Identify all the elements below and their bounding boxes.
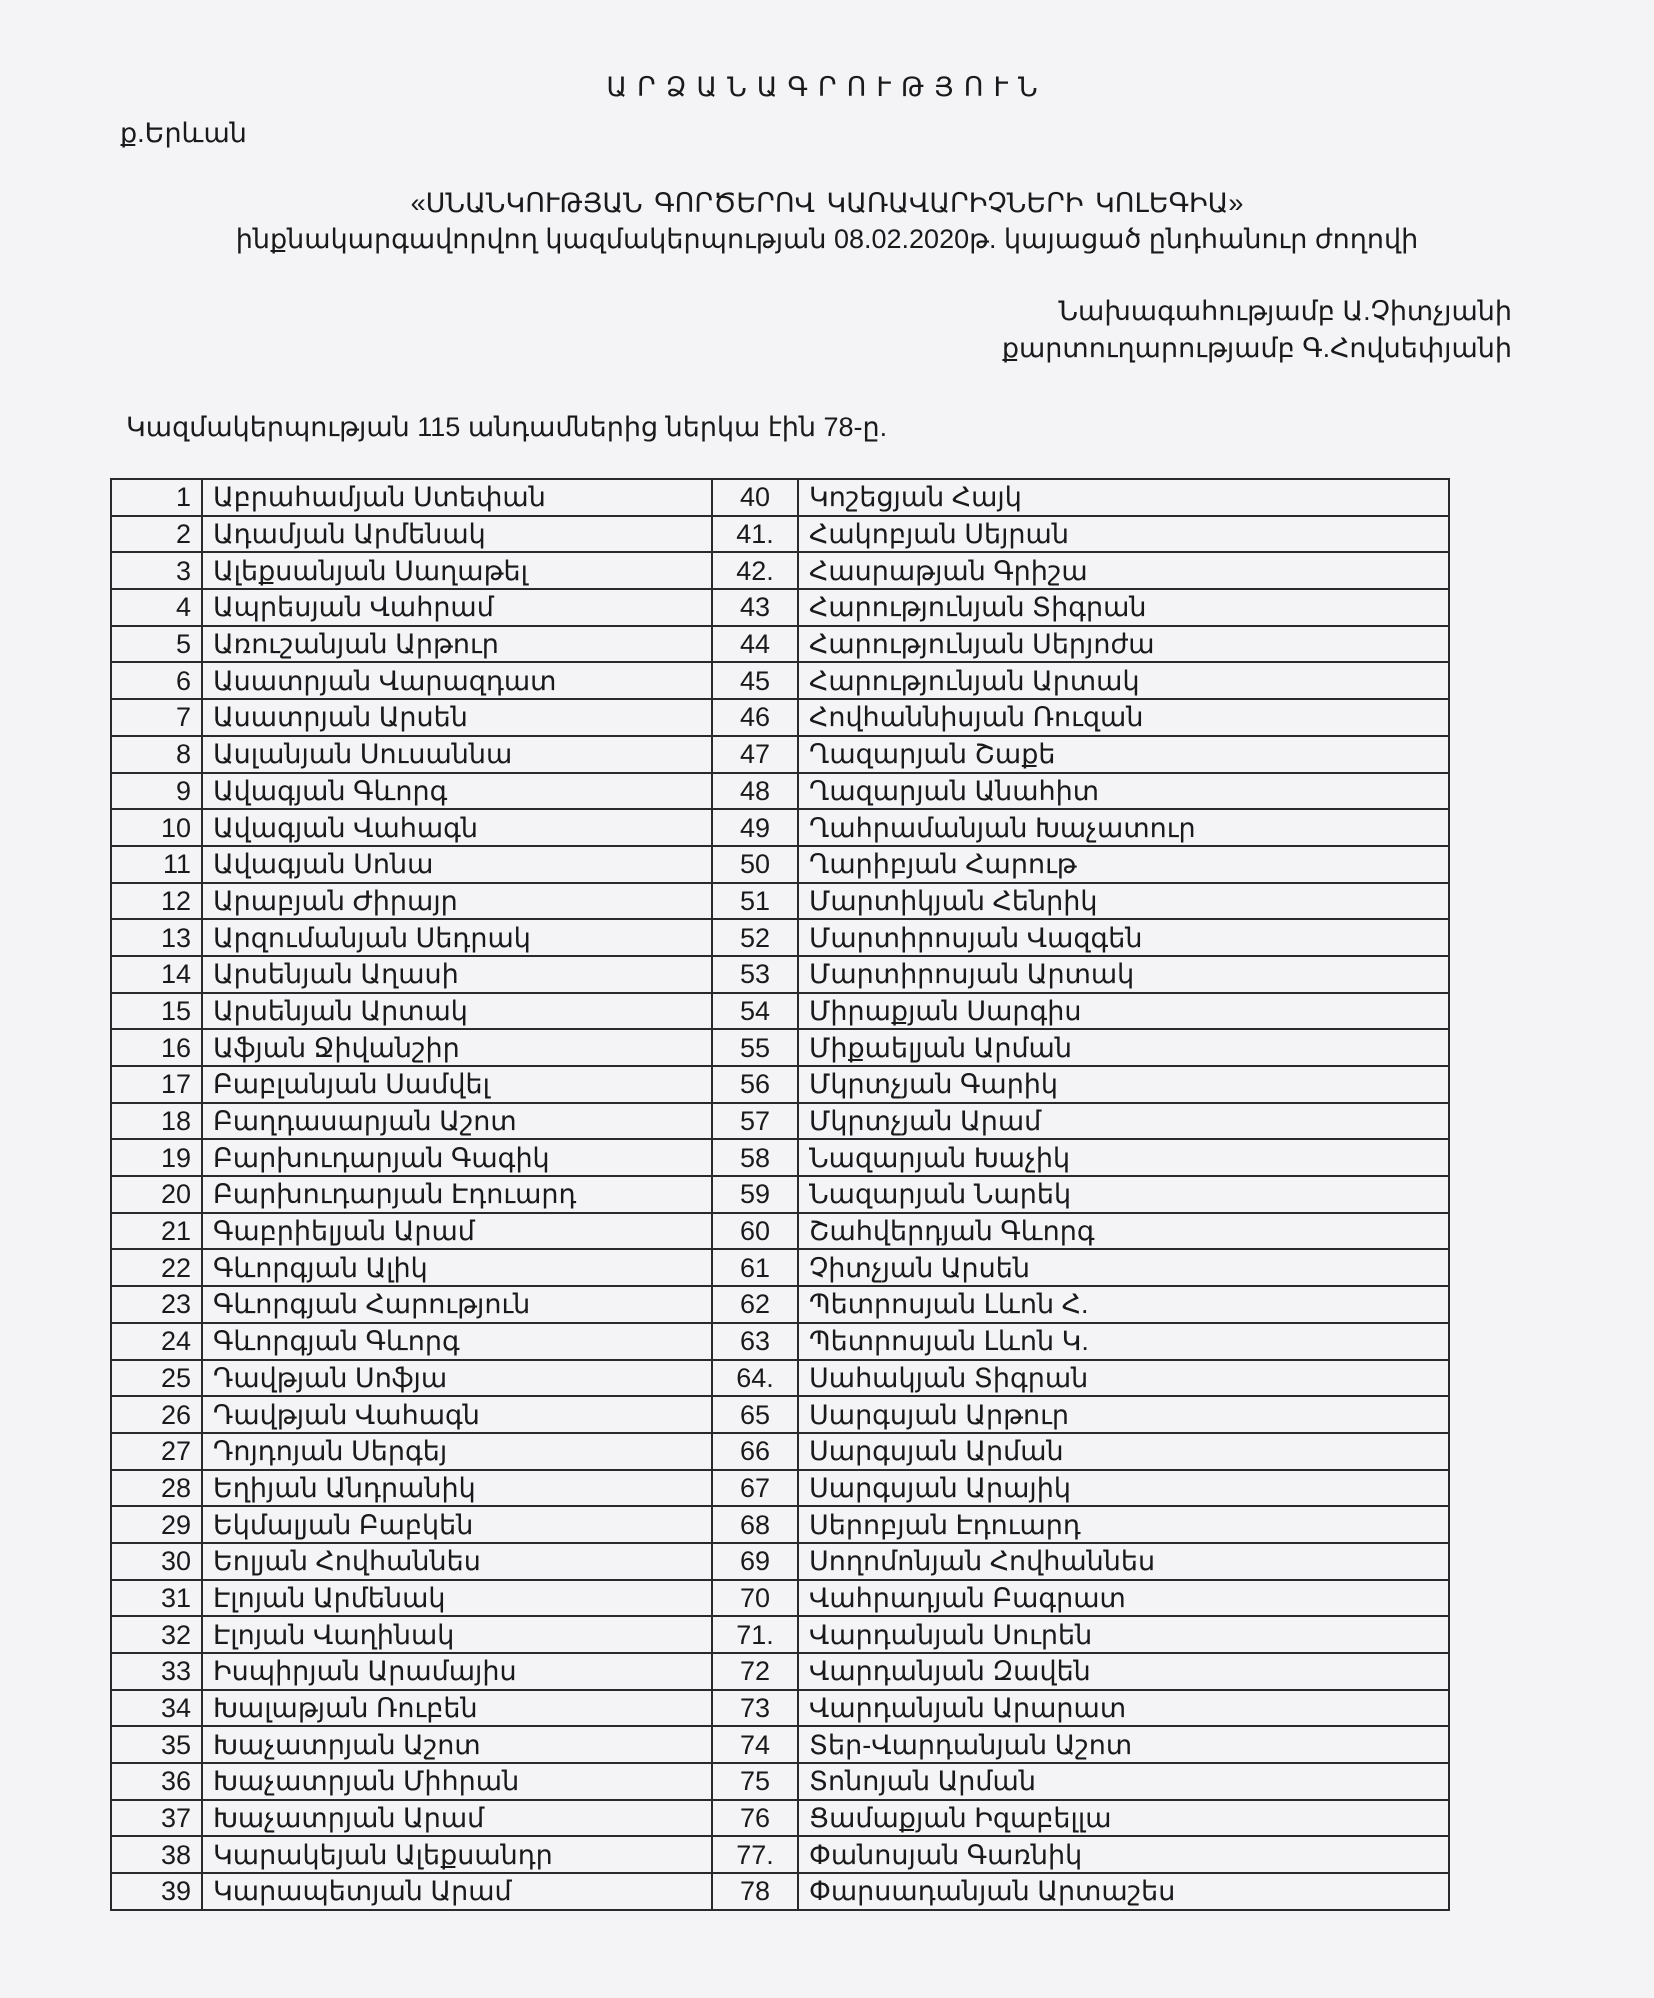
- table-row: [111, 1800, 1449, 1837]
- member-name-right: Մարտիկյան Հենրիկ: [798, 883, 1449, 920]
- row-number-right: 77.: [712, 1836, 798, 1873]
- member-name-left: Ասլանյան Սուսաննա: [202, 736, 712, 773]
- row-number-left: 8: [111, 736, 202, 773]
- row-number-right: 70: [712, 1580, 798, 1617]
- row-number-left: 33: [111, 1653, 202, 1690]
- member-name-left: Խաչատրյան Արամ: [202, 1800, 712, 1837]
- member-name-right: Վարդանյան Զավեն: [798, 1653, 1449, 1690]
- row-number-left: 32: [111, 1616, 202, 1653]
- member-name-left: Դավթյան Վահագն: [202, 1396, 712, 1433]
- row-number-right: 75: [712, 1763, 798, 1800]
- member-name-left: Աֆյան Ջիվանշիր: [202, 1029, 712, 1066]
- row-number-left: 7: [111, 699, 202, 736]
- row-number-left: 31: [111, 1580, 202, 1617]
- meeting-description: ինքնակարգավորվող կազմակերպության 08.02.2020թ. կայացած ընդհանուր ժողովի: [235, 224, 1419, 254]
- table-row: [111, 1323, 1449, 1360]
- member-name-left: Արզումանյան Սեդրակ: [202, 919, 712, 956]
- member-name-right: Շահվերդյան Գևորգ: [798, 1213, 1449, 1250]
- member-name-right: Ղարիբյան Հարութ: [798, 846, 1449, 883]
- row-number-left: 15: [111, 993, 202, 1030]
- table-row: [111, 516, 1449, 553]
- row-number-left: 18: [111, 1103, 202, 1140]
- member-name-right: Սողոմոնյան Հովհաննես: [798, 1543, 1449, 1580]
- member-name-right: Մարտիրոսյան Արտակ: [798, 956, 1449, 993]
- row-number-left: 23: [111, 1286, 202, 1323]
- row-number-left: 4: [111, 589, 202, 626]
- member-name-right: Տեր-Վարդանյան Աշոտ: [798, 1726, 1449, 1763]
- row-number-left: 14: [111, 956, 202, 993]
- member-name-left: Խաչատրյան Աշոտ: [202, 1726, 712, 1763]
- table-row: [111, 589, 1449, 626]
- member-name-left: Ավագյան Վահագն: [202, 809, 712, 846]
- member-name-right: Հարությունյան Տիգրան: [798, 589, 1449, 626]
- row-number-left: 9: [111, 773, 202, 810]
- row-number-right: 41.: [712, 516, 798, 553]
- chair-line: Նախագահությամբ Ա.Չիտչյանի: [1058, 296, 1512, 326]
- row-number-left: 38: [111, 1836, 202, 1873]
- member-name-left: Խալաթյան Ռուբեն: [202, 1690, 712, 1727]
- member-name-right: Փանոսյան Գառնիկ: [798, 1836, 1449, 1873]
- row-number-left: 11: [111, 846, 202, 883]
- table-row: [111, 1470, 1449, 1507]
- table-row: [111, 1286, 1449, 1323]
- row-number-right: 74: [712, 1726, 798, 1763]
- row-number-right: 63: [712, 1323, 798, 1360]
- member-name-left: Ապրեսյան Վահրամ: [202, 589, 712, 626]
- row-number-right: 65: [712, 1396, 798, 1433]
- row-number-right: 66: [712, 1433, 798, 1470]
- row-number-left: 35: [111, 1726, 202, 1763]
- member-name-left: Արսենյան Արտակ: [202, 993, 712, 1030]
- member-name-left: Էլոյան Վաղինակ: [202, 1616, 712, 1653]
- member-name-right: Վարդանյան Արարատ: [798, 1690, 1449, 1727]
- member-name-left: Կարապետյան Արամ: [202, 1873, 712, 1910]
- member-name-right: Սարգսյան Արթուր: [798, 1396, 1449, 1433]
- row-number-right: 67: [712, 1470, 798, 1507]
- member-name-right: Չիտչյան Արսեն: [798, 1249, 1449, 1286]
- member-name-right: Սարգսյան Արայիկ: [798, 1470, 1449, 1507]
- row-number-left: 30: [111, 1543, 202, 1580]
- row-number-right: 51: [712, 883, 798, 920]
- attendee-table: [110, 478, 1450, 1911]
- row-number-left: 34: [111, 1690, 202, 1727]
- table-row: [111, 883, 1449, 920]
- member-name-right: Նազարյան Խաչիկ: [798, 1139, 1449, 1176]
- table-row: [111, 1873, 1449, 1910]
- row-number-right: 46: [712, 699, 798, 736]
- member-name-right: Հակոբյան Սեյրան: [798, 516, 1449, 553]
- table-row: [111, 1103, 1449, 1140]
- row-number-right: 58: [712, 1139, 798, 1176]
- member-name-left: Բարխուդարյան Էդուարդ: [202, 1176, 712, 1213]
- member-name-left: Աբրահամյան Ստեփան: [202, 479, 712, 516]
- member-name-left: Էլոյան Արմենակ: [202, 1580, 712, 1617]
- table-row: [111, 1249, 1449, 1286]
- table-row: [111, 1213, 1449, 1250]
- member-name-right: Պետրոսյան Լևոն Հ.: [798, 1286, 1449, 1323]
- row-number-right: 72: [712, 1653, 798, 1690]
- member-name-left: Ավագյան Գևորգ: [202, 773, 712, 810]
- member-name-left: Արսենյան Աղասի: [202, 956, 712, 993]
- member-name-right: Հարությունյան Սերյոժա: [798, 626, 1449, 663]
- row-number-right: 55: [712, 1029, 798, 1066]
- table-row: [111, 956, 1449, 993]
- row-number-left: 21: [111, 1213, 202, 1250]
- member-name-right: Վահրադյան Բագրատ: [798, 1580, 1449, 1617]
- row-number-right: 78: [712, 1873, 798, 1910]
- member-name-left: Ասատրյան Արսեն: [202, 699, 712, 736]
- row-number-left: 12: [111, 883, 202, 920]
- member-name-right: Միքաելյան Արման: [798, 1029, 1449, 1066]
- table-row: [111, 699, 1449, 736]
- member-name-right: Տոնոյան Արման: [798, 1763, 1449, 1800]
- row-number-right: 45: [712, 662, 798, 699]
- member-name-right: Հարությունյան Արտակ: [798, 662, 1449, 699]
- row-number-left: 10: [111, 809, 202, 846]
- row-number-left: 37: [111, 1800, 202, 1837]
- member-name-left: Գաբրիելյան Արամ: [202, 1213, 712, 1250]
- table-row: [111, 1763, 1449, 1800]
- row-number-left: 2: [111, 516, 202, 553]
- member-name-left: Ավագյան Սոնա: [202, 846, 712, 883]
- row-number-right: 62: [712, 1286, 798, 1323]
- row-number-left: 27: [111, 1433, 202, 1470]
- row-number-right: 42.: [712, 552, 798, 589]
- document-title: ԱՐՁԱՆԱԳՐՈՒԹՅՈՒՆ: [606, 72, 1048, 102]
- row-number-right: 61: [712, 1249, 798, 1286]
- member-name-left: Խաչատրյան Միհրան: [202, 1763, 712, 1800]
- member-name-right: Նազարյան Նարեկ: [798, 1176, 1449, 1213]
- row-number-left: 3: [111, 552, 202, 589]
- member-name-right: Ղահրամանյան Խաչատուր: [798, 809, 1449, 846]
- member-name-right: Միրաքյան Սարգիս: [798, 993, 1449, 1030]
- table-row: [111, 479, 1449, 516]
- table-row: [111, 552, 1449, 589]
- table-row: [111, 809, 1449, 846]
- member-name-right: Կոշեցյան Հայկ: [798, 479, 1449, 516]
- table-row: [111, 1580, 1449, 1617]
- member-name-right: Մարտիրոսյան Վազգեն: [798, 919, 1449, 956]
- member-name-right: Ղազարյան Անահիտ: [798, 773, 1449, 810]
- row-number-right: 68: [712, 1506, 798, 1543]
- row-number-left: 39: [111, 1873, 202, 1910]
- row-number-right: 73: [712, 1690, 798, 1727]
- member-name-right: Սարգսյան Արման: [798, 1433, 1449, 1470]
- table-row: [111, 1360, 1449, 1397]
- member-name-right: Ցամաքյան Իզաբելլա: [798, 1800, 1449, 1837]
- attendee-table-body: [111, 479, 1449, 1910]
- table-row: [111, 773, 1449, 810]
- member-name-left: Եոլյան Հովհաննես: [202, 1543, 712, 1580]
- table-row: [111, 1653, 1449, 1690]
- row-number-right: 54: [712, 993, 798, 1030]
- row-number-right: 69: [712, 1543, 798, 1580]
- table-row: [111, 1726, 1449, 1763]
- row-number-left: 20: [111, 1176, 202, 1213]
- member-name-right: Սերոբյան Էդուարդ: [798, 1506, 1449, 1543]
- member-name-left: Եղիյան Անդրանիկ: [202, 1470, 712, 1507]
- row-number-left: 22: [111, 1249, 202, 1286]
- row-number-right: 52: [712, 919, 798, 956]
- table-row: [111, 1176, 1449, 1213]
- member-name-right: Փարսադանյան Արտաշես: [798, 1873, 1449, 1910]
- member-name-right: Պետրոսյան Լևոն Կ.: [798, 1323, 1449, 1360]
- secretary-line: քարտուղարությամբ Գ.Հովսեփյանի: [1001, 333, 1512, 363]
- row-number-left: 29: [111, 1506, 202, 1543]
- member-name-left: Դավթյան Սոֆյա: [202, 1360, 712, 1397]
- row-number-right: 71.: [712, 1616, 798, 1653]
- table-row: [111, 993, 1449, 1030]
- table-row: [111, 846, 1449, 883]
- member-name-right: Հովհաննիսյան Ռուզան: [798, 699, 1449, 736]
- member-name-left: Ադամյան Արմենակ: [202, 516, 712, 553]
- member-name-left: Բաբլանյան Սամվել: [202, 1066, 712, 1103]
- member-name-left: Գևորգյան Ալիկ: [202, 1249, 712, 1286]
- row-number-left: 26: [111, 1396, 202, 1433]
- table-row: [111, 1139, 1449, 1176]
- table-row: [111, 1396, 1449, 1433]
- row-number-right: 59: [712, 1176, 798, 1213]
- row-number-right: 43: [712, 589, 798, 626]
- row-number-right: 50: [712, 846, 798, 883]
- row-number-right: 49: [712, 809, 798, 846]
- row-number-right: 56: [712, 1066, 798, 1103]
- member-name-right: Մկրտչյան Գարիկ: [798, 1066, 1449, 1103]
- member-name-left: Գևորգյան Հարություն: [202, 1286, 712, 1323]
- table-row: [111, 1543, 1449, 1580]
- row-number-right: 47: [712, 736, 798, 773]
- row-number-right: 40: [712, 479, 798, 516]
- table-row: [111, 626, 1449, 663]
- table-row: [111, 1066, 1449, 1103]
- member-name-right: Մկրտչյան Արամ: [798, 1103, 1449, 1140]
- row-number-left: 28: [111, 1470, 202, 1507]
- attendance-line: Կազմակերպության 115 անդամներից ներկա էին 78-ը.: [126, 412, 888, 442]
- row-number-left: 5: [111, 626, 202, 663]
- table-row: [111, 1506, 1449, 1543]
- row-number-right: 64.: [712, 1360, 798, 1397]
- member-name-right: Ղազարյան Շաքե: [798, 736, 1449, 773]
- row-number-left: 6: [111, 662, 202, 699]
- table-row: [111, 1836, 1449, 1873]
- table-row: [111, 919, 1449, 956]
- row-number-right: 76: [712, 1800, 798, 1837]
- row-number-right: 53: [712, 956, 798, 993]
- member-name-left: Առուշանյան Արթուր: [202, 626, 712, 663]
- row-number-right: 60: [712, 1213, 798, 1250]
- member-name-right: Հասրաթյան Գրիշա: [798, 552, 1449, 589]
- member-name-left: Բաղդասարյան Աշոտ: [202, 1103, 712, 1140]
- row-number-left: 1: [111, 479, 202, 516]
- row-number-left: 19: [111, 1139, 202, 1176]
- member-name-right: Սահակյան Տիգրան: [798, 1360, 1449, 1397]
- row-number-left: 13: [111, 919, 202, 956]
- member-name-left: Եկմալյան Բաբկեն: [202, 1506, 712, 1543]
- table-row: [111, 736, 1449, 773]
- city-label: ք.Երևան: [120, 118, 247, 148]
- member-name-left: Բարխուդարյան Գագիկ: [202, 1139, 712, 1176]
- member-name-left: Ալեքսանյան Սաղաթել: [202, 552, 712, 589]
- organization-name: «ՍՆԱՆԿՈՒԹՅԱՆ ԳՈՐԾԵՐՈՎ ԿԱՌԱՎԱՐԻՉՆԵՐԻ ԿՈԼԵԳԻԱ»: [410, 188, 1244, 218]
- row-number-left: 25: [111, 1360, 202, 1397]
- row-number-right: 57: [712, 1103, 798, 1140]
- member-name-left: Կարակեյան Ալեքսանդր: [202, 1836, 712, 1873]
- row-number-right: 48: [712, 773, 798, 810]
- row-number-left: 17: [111, 1066, 202, 1103]
- table-row: [111, 1029, 1449, 1066]
- member-name-right: Վարդանյան Սուրեն: [798, 1616, 1449, 1653]
- member-name-left: Ասատրյան Վարազդատ: [202, 662, 712, 699]
- member-name-left: Իսպիրյան Արամայիս: [202, 1653, 712, 1690]
- member-name-left: Դոյդոյան Սերգեյ: [202, 1433, 712, 1470]
- table-row: [111, 1433, 1449, 1470]
- member-name-left: Արաբյան Ժիրայր: [202, 883, 712, 920]
- table-row: [111, 662, 1449, 699]
- table-row: [111, 1690, 1449, 1727]
- row-number-left: 24: [111, 1323, 202, 1360]
- row-number-left: 16: [111, 1029, 202, 1066]
- member-name-left: Գևորգյան Գևորգ: [202, 1323, 712, 1360]
- table-row: [111, 1616, 1449, 1653]
- row-number-left: 36: [111, 1763, 202, 1800]
- row-number-right: 44: [712, 626, 798, 663]
